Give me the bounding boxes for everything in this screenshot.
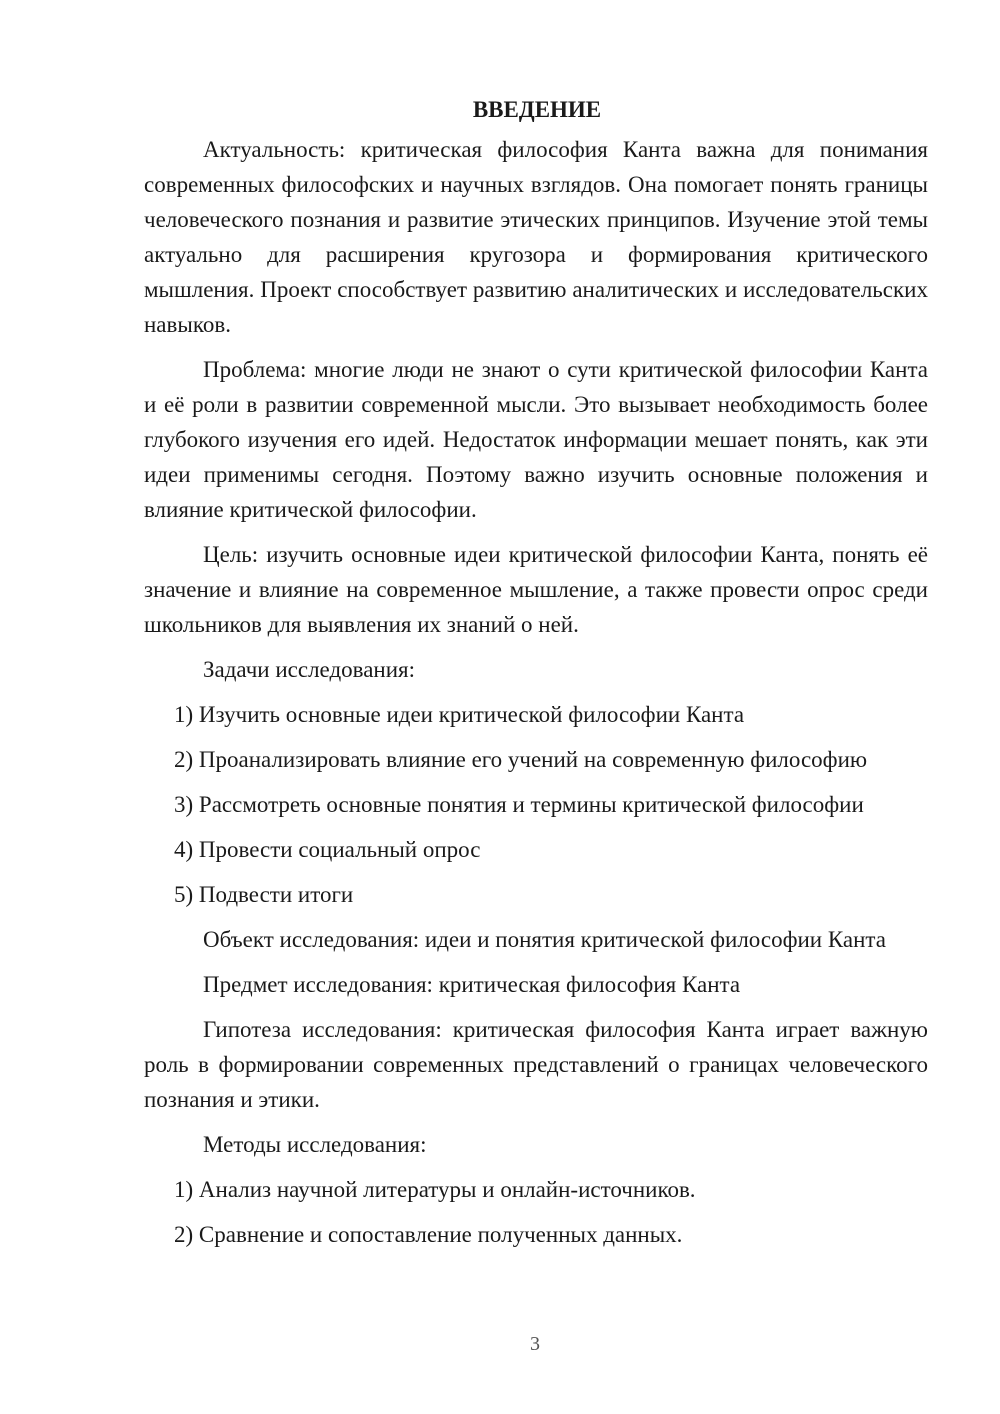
- method-item: 1) Анализ научной литературы и онлайн-источников.: [174, 1177, 696, 1202]
- page-title: ВВЕДЕНИЕ: [472, 97, 602, 122]
- task-item: 4) Провести социальный опрос: [174, 837, 481, 862]
- relevance-paragraph: Актуальность: критическая философия Канта важна для понимания современных философских и научных взглядов. Она помогает понять границы человеческого познания и развитие этических принципов. Изучение этой темы актуально для расширения кругозора и формирования критического мышления. Проект способствует развитию аналитических и исследовательских навыков.: [144, 137, 928, 337]
- task-item: 1) Изучить основные идеи критической философии Канта: [174, 702, 745, 727]
- page-content: [144, 92, 928, 1262]
- hypothesis-paragraph: Гипотеза исследования: критическая философия Канта играет важную роль в формировании современных представлений о границах человеческого познания и этики.: [144, 1017, 928, 1112]
- object-paragraph: Объект исследования: идеи и понятия критической философии Канта: [203, 927, 886, 952]
- methods-heading: Методы исследования:: [203, 1132, 427, 1157]
- method-item: 2) Сравнение и сопоставление полученных данных.: [174, 1222, 683, 1247]
- subject-paragraph: Предмет исследования: критическая философия Канта: [203, 972, 741, 997]
- tasks-heading: Задачи исследования:: [203, 657, 416, 682]
- problem-paragraph: Проблема: многие люди не знают о сути критической философии Канта и её роли в развитии современной мысли. Это вызывает необходимость более глубокого изучения его идей. Недостаток информации мешает понять, как эти идеи применимы сегодня. Поэтому важно изучить основные положения и влияние критической философии.: [144, 357, 928, 522]
- goal-paragraph: Цель: изучить основные идеи критической философии Канта, понять её значение и влияние на современное мышление, а также провести опрос среди школьников для выявления их знаний о ней.: [144, 542, 928, 637]
- task-item: 2) Проанализировать влияние его учений на современную философию: [174, 747, 868, 772]
- page-number: 3: [530, 1333, 540, 1355]
- task-item: 3) Рассмотреть основные понятия и термины критической философии: [174, 792, 864, 817]
- task-item: 5) Подвести итоги: [174, 882, 354, 907]
